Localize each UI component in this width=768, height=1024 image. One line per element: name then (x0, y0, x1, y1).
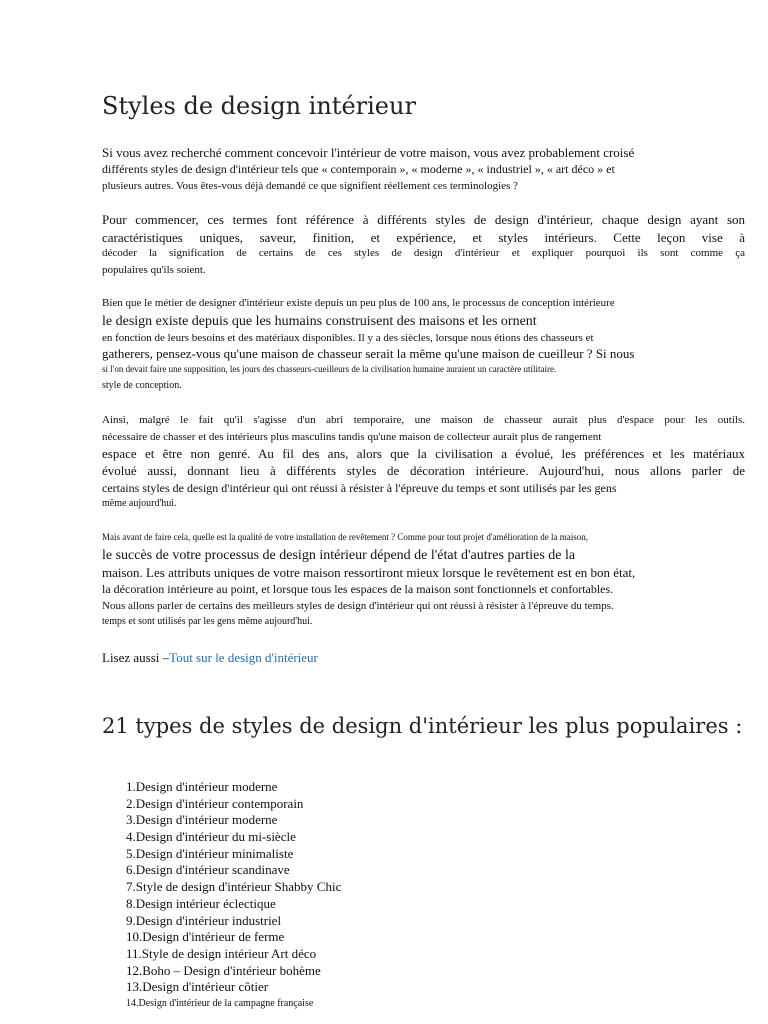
list-item: 13.Design d'intérieur côtier (126, 979, 269, 995)
paragraph-3-line-1: Bien que le métier de designer d'intérieur existe depuis un peu plus de 100 ans, le processus de conception intérieure (102, 297, 615, 309)
paragraph-5-line-2: le succès de votre processus de design intérieur dépend de l'état d'autres parties de la (102, 548, 576, 563)
list-item: 12.Boho – Design d'intérieur bohème (126, 962, 321, 978)
paragraph-5-line-3: maison. Les attributs uniques de votre maison ressortiront mieux lorsque le revêtement est en bon état, (102, 565, 636, 580)
list-item: 1.Design d'intérieur moderne (126, 779, 278, 794)
paragraph-1-line-2: différents styles de design d'intérieur tels que « contemporain », « moderne », « industriel », « art déco » et (102, 162, 615, 176)
list-item: 10.Design d'intérieur de ferme (126, 929, 285, 945)
paragraph-4-line-3: espace et être non genré. Au fil des ans, alors que la civilisation a évolué, les préférences et les matériaux (102, 446, 745, 461)
paragraph-3-line-4: gatherers, pensez-vous qu'une maison de chasseur serait la même qu'une maison de cueilleur ? Si nous (102, 346, 635, 361)
paragraph-5-line-1: Mais avant de faire cela, quelle est la qualité de votre installation de revêtement ? Comme pour tout projet d'amélioration de la maison, (102, 532, 588, 542)
paragraph-1-line-1: Si vous avez recherché comment concevoir l'intérieur de votre maison, vous avez probablement croisé (102, 145, 635, 160)
list-item: 9.Design d'intérieur industriel (126, 912, 282, 928)
paragraph-4-line-2: nécessaire de chasser et des intérieurs plus masculins tandis qu'une maison de collecteur aurait plus de rangement (102, 431, 602, 443)
list-item: 11.Style de design intérieur Art déco (126, 945, 317, 961)
list-item: 7.Style de design d'intérieur Shabby Chic (126, 879, 342, 895)
styles-list (126, 779, 341, 1013)
list-item: 14.Design d'intérieur de la campagne française (126, 997, 314, 1009)
list-item: 6.Design d'intérieur scandinave (126, 862, 290, 878)
paragraph-3-line-6: style de conception. (102, 380, 182, 391)
paragraph-4-line-1: Ainsi, malgré le fait qu'il s'agisse d'un abri temporaire, une maison de chasseur aurait plus d'espace pour les outils. (102, 414, 745, 426)
read-also-link[interactable]: Tout sur le design d'intérieur (169, 650, 318, 665)
section-heading: 21 types de styles de design d'intérieur les plus populaires : (102, 714, 743, 738)
paragraph-4-line-4: évolué aussi, donnant lieu à différents styles de décoration intérieure. Aujourd'hui, nous allons parler de (102, 463, 745, 478)
paragraph-1-line-3: plusieurs autres. Vous êtes-vous déjà demandé ce que signifient réellement ces terminologies ? (102, 180, 518, 192)
page-title: Styles de design intérieur (102, 92, 416, 120)
paragraph-5-line-5: Nous allons parler de certains des meilleurs styles de design d'intérieur qui ont réussi à résister à l'épreuve du temps. (102, 600, 614, 612)
list-item: 3.Design d'intérieur moderne (126, 812, 278, 828)
paragraph-3-line-5: si l'on devait faire une supposition, les jours des chasseurs-cueilleurs de la civilisation humaine auraient un caractère utilitaire. (102, 364, 557, 374)
read-also-prefix: Lisez aussi – (102, 650, 170, 665)
list-item: 8.Design intérieur éclectique (126, 895, 276, 911)
paragraph-5-line-6: temps et sont utilisés par les gens même aujourd'hui. (102, 616, 313, 627)
list-item: 5.Design d'intérieur minimaliste (126, 845, 294, 861)
paragraph-2-line-1: Pour commencer, ces termes font référence à différents styles de design d'intérieur, chaque design ayant son (102, 212, 745, 227)
list-item: 2.Design d'intérieur contemporain (126, 795, 304, 811)
paragraph-3-line-2: le design existe depuis que les humains construisent des maisons et les ornent (102, 314, 537, 329)
paragraph-2-line-2: caractéristiques uniques, saveur, finition, et expérience, et styles intérieurs. Cette leçon vise à (102, 230, 745, 245)
paragraph-4-line-6: même aujourd'hui. (102, 498, 177, 509)
paragraph-5-line-4: la décoration intérieure au point, et lorsque tous les espaces de la maison sont fonctionnels et confortables. (102, 582, 614, 596)
paragraph-4-line-5: certains styles de design d'intérieur qui ont réussi à résister à l'épreuve du temps et sont utilisés par les gens (102, 481, 617, 495)
paragraph-3-line-3: en fonction de leurs besoins et des matériaux disponibles. Il y a des siècles, lorsque nous étions des chasseurs et (102, 332, 594, 344)
list-item: 4.Design d'intérieur du mi-siècle (126, 829, 296, 845)
paragraph-2-line-3: décoder la signification de certains de ces styles de design d'intérieur et expliquer pourquoi ils sont comme ça (102, 247, 745, 259)
paragraph-2-line-4: populaires qu'ils soient. (102, 264, 206, 276)
read-also (102, 650, 318, 666)
